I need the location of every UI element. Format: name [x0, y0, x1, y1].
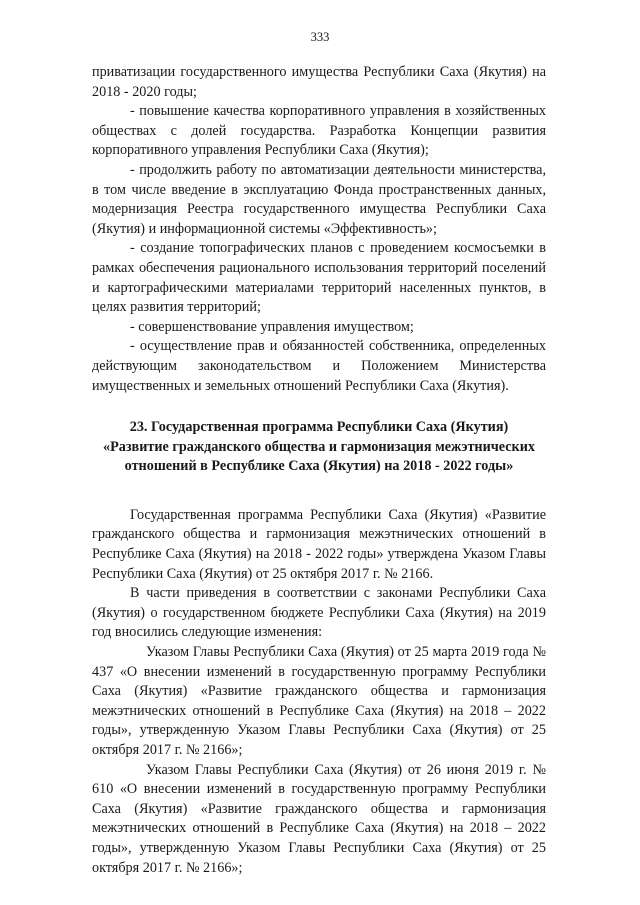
intro-item: - повышение качества корпоративного управления в хозяйственных обществах с долей государства. Разработка Концепции развития корпоративного управления Республики Саха (Якутия);: [92, 103, 546, 159]
section-body: [92, 506, 546, 878]
section-paragraph: Указом Главы Республики Саха (Якутия) от 25 марта 2019 года № 437 «О внесении изменений в государственную программу Республики Саха (Якутия) «Развитие гражданского общества и гармонизация межэтнических отношений в Республике Саха (Якутия) на 2018 – 2022 годы», утвержденную Указом Главы Республики Саха (Якутия) от 25 октября 2017 г. № 2166»;: [92, 644, 546, 758]
intro-item: приватизации государственного имущества Республики Саха (Якутия) на 2018 - 2020 годы;: [92, 64, 546, 100]
page-number: 333: [310, 30, 330, 44]
intro-item: - осуществление прав и обязанностей собственника, определенных действующим законодательством и Положением Министерства имущественных и земельных отношений Республики Саха (Якутия).: [92, 338, 546, 394]
section-paragraph: Государственная программа Республики Саха (Якутия) «Развитие гражданского общества и гармонизация межэтнических отношений в Республике Саха (Якутия) на 2018 - 2022 годы» утверждена Указом Главы Республики Саха (Якутия) от 25 октября 2017 г. № 2166.: [92, 506, 546, 582]
page-content: [92, 63, 546, 878]
section-heading: [92, 418, 546, 477]
section-paragraph: Указом Главы Республики Саха (Якутия) от 26 июня 2019 г. № 610 «О внесении изменений в государственную программу Республики Саха (Якутия) «Развитие гражданского общества и гармонизация межэтнических отношений в Республике Саха (Якутия) на 2018 – 2022 годы», утвержденную Указом Главы Республики Саха (Якутия) от 25 октября 2017 г. № 2166»;: [92, 761, 546, 876]
intro-list: [92, 63, 546, 396]
section-heading-line: 23. Государственная программа Республики Саха (Якутия): [129, 419, 509, 436]
intro-item: - создание топографических планов с проведением космосъемки в рамках обеспечения рационального использования территорий поселений и картографическими материалами территорий населенных пунктов, в целях развития территорий;: [92, 240, 546, 316]
section-paragraph: В части приведения в соответствии с законами Республики Саха (Якутия) о государственном бюджете Республики Саха (Якутия) на 2019 год вносились следующие изменения:: [92, 585, 546, 641]
intro-item: - совершенствование управления имуществом;: [130, 318, 414, 335]
section-heading-line: «Развитие гражданского общества и гармонизация межэтнических: [103, 438, 535, 455]
section-heading-line: отношений в Республике Саха (Якутия) на 2018 - 2022 годы»: [124, 458, 514, 475]
intro-item: - продолжить работу по автоматизации деятельности министерства, в том числе введение в эксплуатацию Фонда пространственных данных, модернизация Реестра государственного имущества Республики Саха (Якутия) и информационной системы «Эффективность»;: [92, 161, 546, 237]
